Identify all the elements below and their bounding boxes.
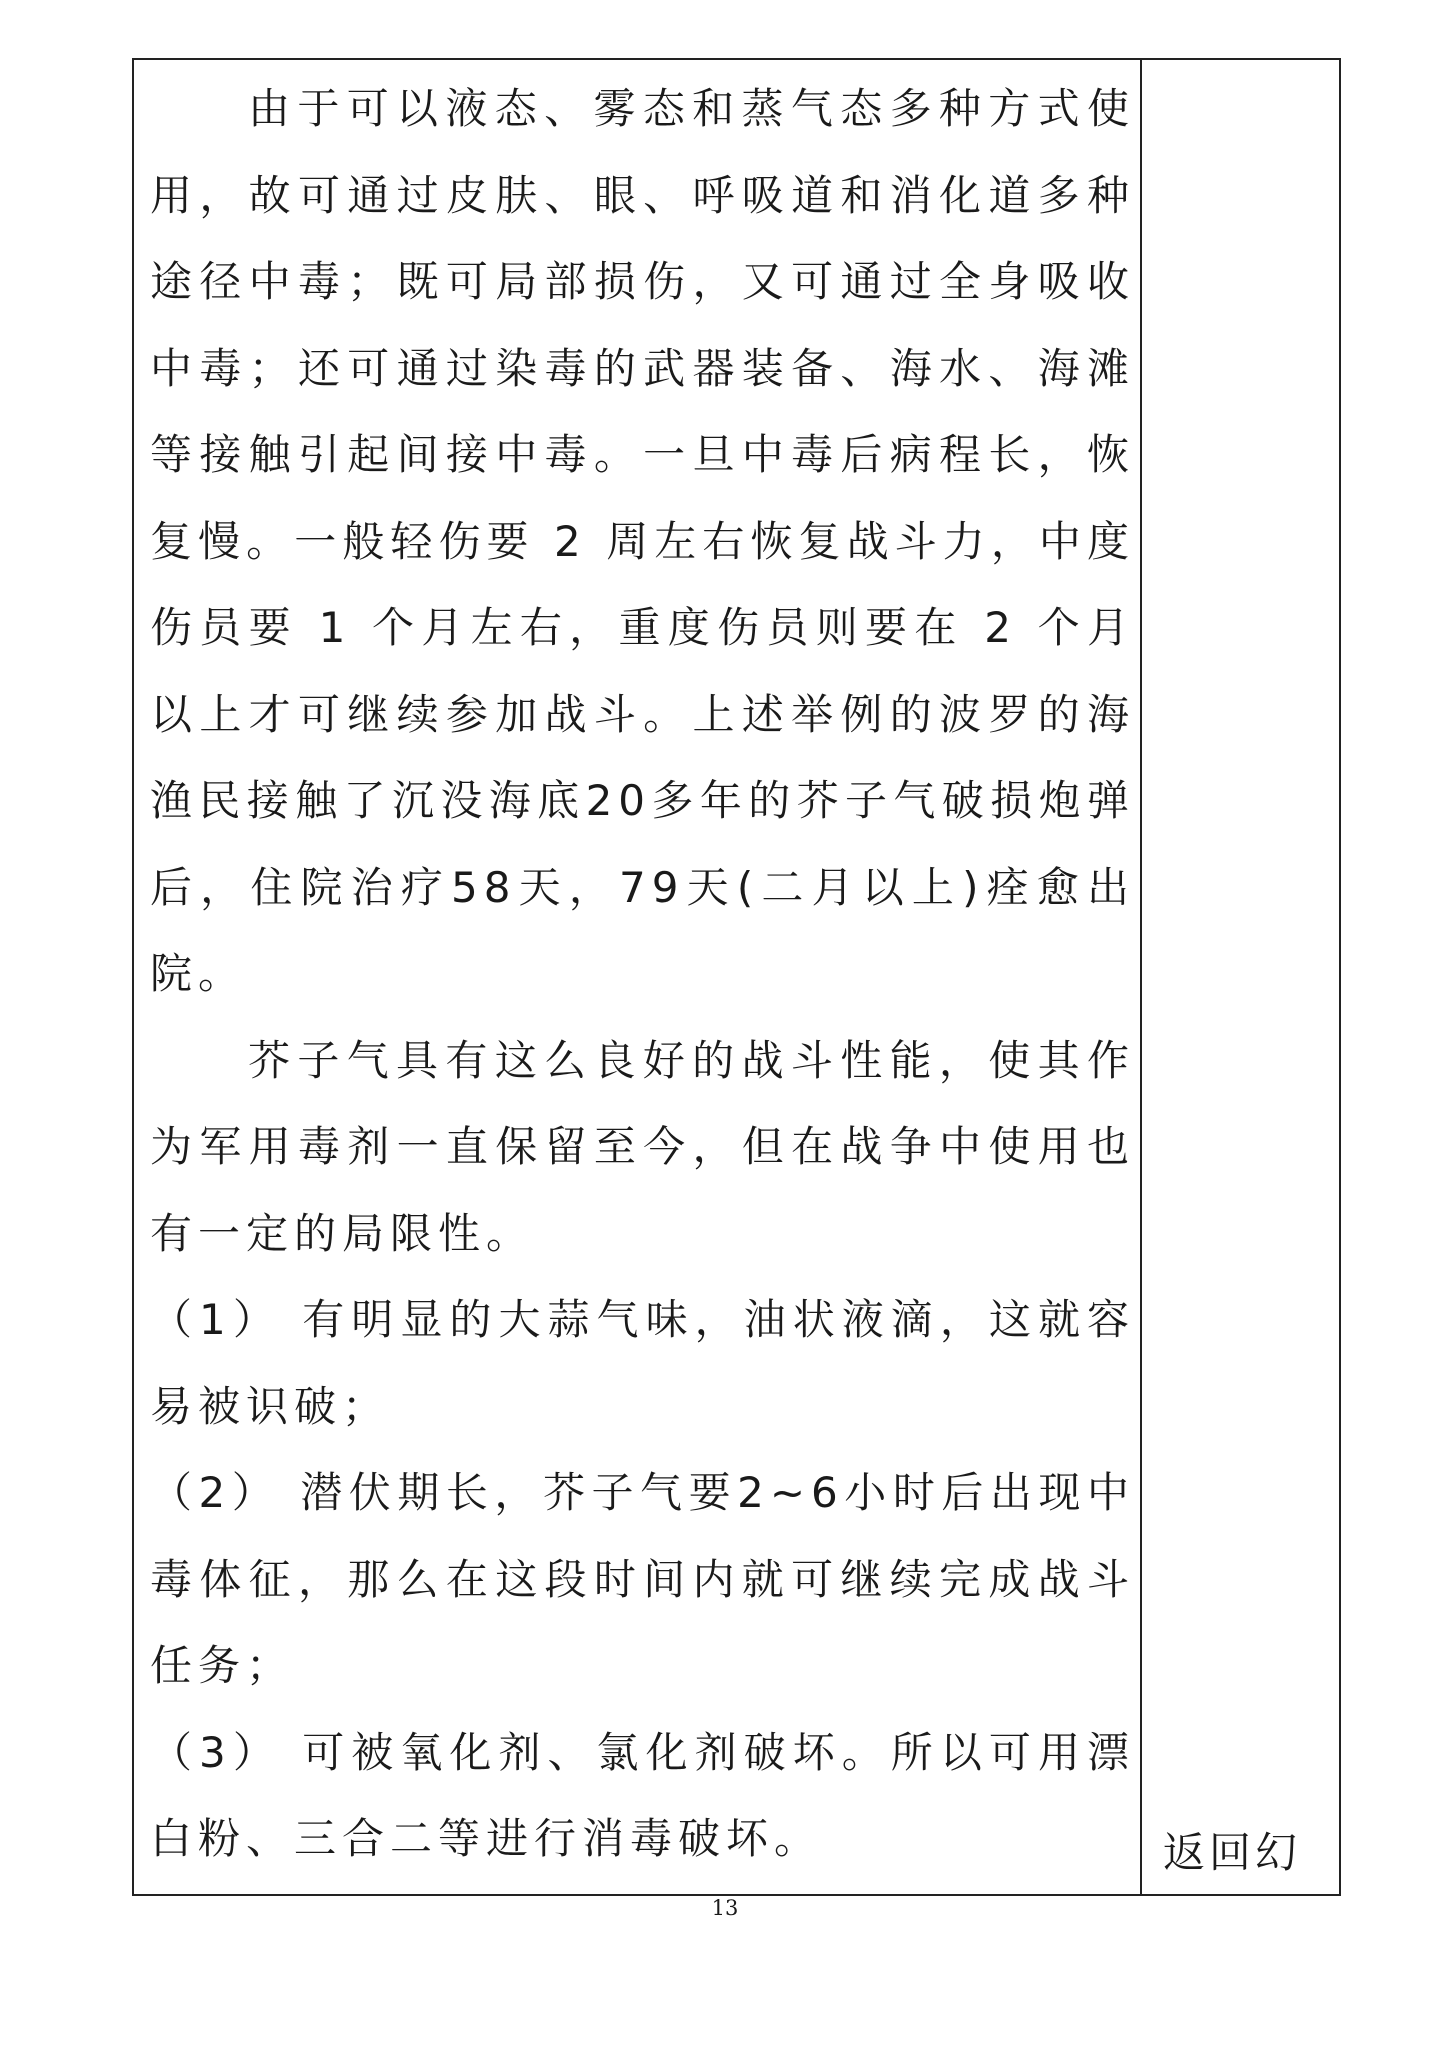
main-text-cell — [150, 66, 1135, 1883]
list-item-3: （3） 可被氧化剂、氯化剂破坏。所以可用漂白粉、三合二等进行消毒破坏。 — [150, 1727, 1135, 1863]
return-link[interactable]: 返回幻 — [1163, 1828, 1302, 1877]
page-number: 13 — [711, 1896, 739, 1920]
column-divider — [1140, 58, 1142, 1896]
list-item-2: （2） 潜伏期长，芥子气要2~6小时后出现中毒体征，那么在这段时间内就可继续完成战斗任务； — [150, 1468, 1135, 1690]
list-item-1: （1） 有明显的大蒜气味，油状液滴，这就容易被识破； — [150, 1295, 1135, 1431]
paragraph-limitations-intro: 芥子气具有这么良好的战斗性能，使其作为军用毒剂一直保留至今，但在战争中使用也有一定的局限性。 — [150, 1035, 1135, 1258]
paragraph-recovery: 由于可以液态、雾态和蒸气态多种方式使用，故可通过皮肤、眼、呼吸道和消化道多种途径中毒；既可局部损伤，又可通过全身吸收中毒；还可通过染毒的武器装备、海水、海滩等接触引起间接中毒。一旦中毒后病程长，恢复慢。一般轻伤要 2 周左右恢复战斗力，中度伤员要 1 个月左右，重度伤员则要在 2 个月以上才可继续参加战斗。上述举例的波罗的海渔民接触了沉没海底20多年的芥子气破损炮弹后，住院治疗58天，79天(二月以上)痊愈出院。 — [150, 84, 1135, 998]
